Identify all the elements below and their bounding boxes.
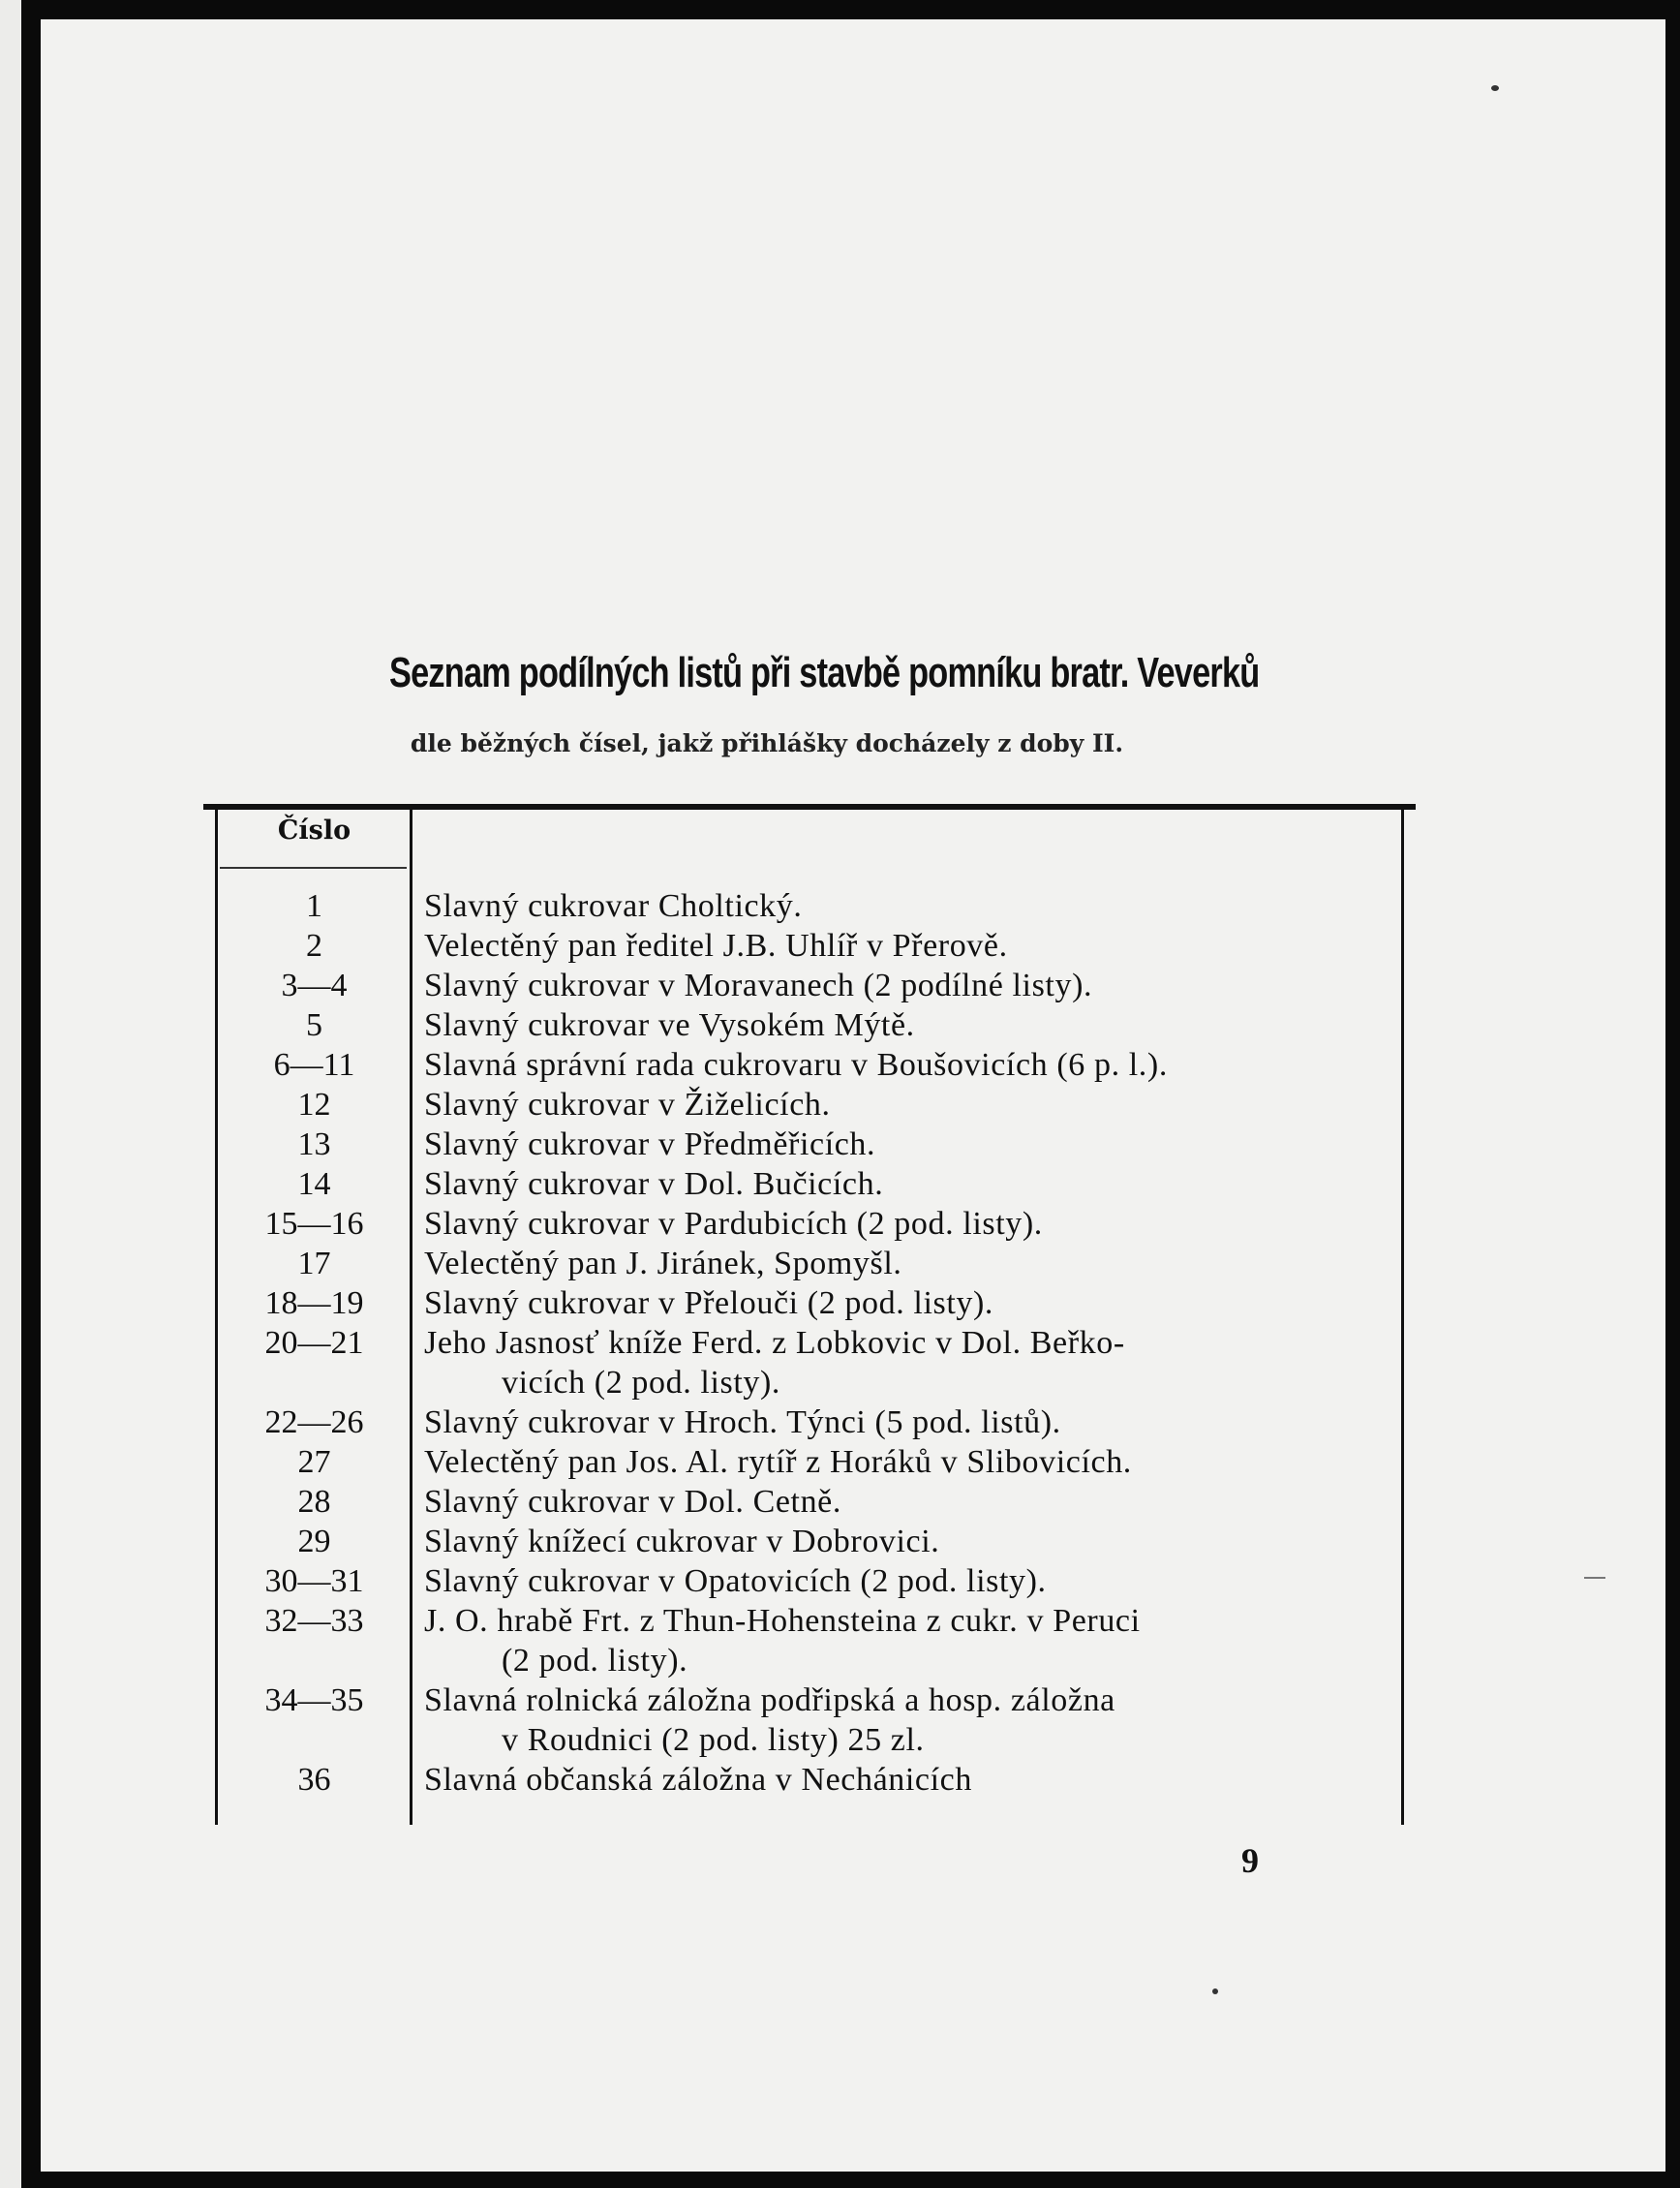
row-text [424, 1482, 1431, 1522]
row-text-line: Slavný cukrovar v Pardubicích (2 pod. listy). [424, 1206, 1043, 1242]
row-text [424, 1402, 1431, 1442]
row-text-line: Slavný cukrovar v Dol. Bučicích. [424, 1166, 884, 1202]
table-header-rule [220, 867, 407, 869]
table-row [41, 1125, 1665, 1164]
row-text-continuation: vicích (2 pod. listy). [502, 1365, 780, 1401]
row-number: 1 [306, 888, 322, 924]
row-text [424, 1045, 1431, 1085]
row-text-line: Velectěný pan ředitel J.B. Uhlíř v Přerově. [424, 928, 1008, 964]
table-top-rule [203, 804, 1416, 810]
row-number: 30—31 [264, 1563, 364, 1599]
row-text [424, 1323, 1431, 1402]
scan-left-margin [0, 0, 24, 2188]
table-row [41, 1402, 1665, 1442]
row-text-line: Slavný cukrovar v Žiželicích. [424, 1087, 831, 1123]
row-text-line: Jeho Jasnosť kníže Ferd. z Lobkovic v Dol. Beřko- [424, 1325, 1125, 1361]
page-subtitle: dle běžných čísel, jakž přihlášky docházely z doby II. [410, 729, 1124, 757]
row-text-line: Slavný knížecí cukrovar v Dobrovici. [424, 1524, 940, 1559]
row-number: 2 [306, 928, 322, 964]
table-row [41, 1164, 1665, 1204]
row-text-line: Slavná občanská záložna v Nechánicích [424, 1762, 972, 1798]
row-number: 18—19 [264, 1285, 364, 1321]
row-text-line: Slavný cukrovar v Opatovicích (2 pod. listy). [424, 1563, 1047, 1599]
row-number: 28 [297, 1484, 331, 1520]
page-title: Seznam podílných listů při stavbě pomníku bratr. Veverků [389, 649, 1260, 696]
row-text [424, 926, 1431, 966]
row-text-line: Slavný cukrovar v Přelouči (2 pod. listy). [424, 1285, 993, 1321]
row-number: 15—16 [264, 1206, 364, 1242]
row-text-line: Slavný cukrovar v Hroch. Týnci (5 pod. listů). [424, 1404, 1061, 1440]
row-text [424, 1125, 1431, 1164]
page-number: 9 [1241, 1841, 1259, 1880]
table-row [41, 1323, 1665, 1402]
row-number: 17 [297, 1246, 331, 1281]
row-text [424, 1085, 1431, 1125]
row-text-line: Slavný cukrovar v Moravanech (2 podílné listy). [424, 968, 1093, 1003]
row-number: 22—26 [264, 1404, 364, 1440]
table-row [41, 1561, 1665, 1601]
row-text [424, 886, 1431, 926]
table-row [41, 1442, 1665, 1482]
document-page [41, 19, 1665, 2172]
row-text-line: Velectěný pan Jos. Al. rytíř z Horáků v Slibovicích. [424, 1444, 1132, 1480]
row-text [424, 1244, 1431, 1283]
column-header-number: Číslo [277, 816, 351, 846]
row-text [424, 1283, 1431, 1323]
table-row [41, 1244, 1665, 1283]
row-number: 6—11 [273, 1047, 355, 1083]
table-body [41, 886, 1665, 1800]
table-row [41, 1760, 1665, 1800]
scan-speck [1212, 1988, 1218, 1994]
row-text-continuation: (2 pod. listy). [502, 1643, 688, 1679]
row-number: 27 [297, 1444, 331, 1480]
row-text [424, 1442, 1431, 1482]
table-row [41, 1482, 1665, 1522]
row-text [424, 1680, 1431, 1760]
table-row [41, 1005, 1665, 1045]
table-row [41, 1601, 1665, 1680]
row-number: 32—33 [264, 1603, 364, 1639]
row-text [424, 1522, 1431, 1561]
row-text-line: Slavná správní rada cukrovaru v Boušovicích (6 p. l.). [424, 1047, 1168, 1083]
row-number: 20—21 [264, 1325, 364, 1361]
row-text [424, 1005, 1431, 1045]
row-text-line: J. O. hrabě Frt. z Thun-Hohensteina z cukr. v Peruci [424, 1603, 1141, 1639]
row-text [424, 1760, 1431, 1800]
row-text [424, 1561, 1431, 1601]
row-text-line: Velectěný pan J. Jiránek, Spomyšl. [424, 1246, 902, 1281]
row-text-line: Slavný cukrovar Choltický. [424, 888, 803, 924]
row-number: 5 [306, 1007, 322, 1043]
row-number: 29 [297, 1524, 331, 1559]
row-number: 3—4 [281, 968, 348, 1003]
row-text-line: Slavná rolnická záložna podřipská a hosp. záložna [424, 1682, 1115, 1718]
table-row [41, 1045, 1665, 1085]
row-text [424, 966, 1431, 1005]
table-row [41, 886, 1665, 926]
row-text-continuation: v Roudnici (2 pod. listy) 25 zl. [502, 1722, 925, 1758]
table-row [41, 1283, 1665, 1323]
row-number: 12 [297, 1087, 331, 1123]
table-row [41, 1204, 1665, 1244]
row-text [424, 1204, 1431, 1244]
table-row [41, 1680, 1665, 1760]
row-text [424, 1601, 1431, 1680]
table-row [41, 1085, 1665, 1125]
row-text-line: Slavný cukrovar v Dol. Cetně. [424, 1484, 841, 1520]
row-number: 14 [297, 1166, 331, 1202]
table-row [41, 966, 1665, 1005]
table-row [41, 1522, 1665, 1561]
row-number: 36 [297, 1762, 331, 1798]
row-number: 34—35 [264, 1682, 364, 1718]
scan-speck [1491, 85, 1499, 91]
scan-speck [1584, 1577, 1605, 1579]
row-text-line: Slavný cukrovar ve Vysokém Mýtě. [424, 1007, 915, 1043]
row-text [424, 1164, 1431, 1204]
table-row [41, 926, 1665, 966]
row-text-line: Slavný cukrovar v Předměřicích. [424, 1126, 876, 1162]
row-number: 13 [297, 1126, 331, 1162]
